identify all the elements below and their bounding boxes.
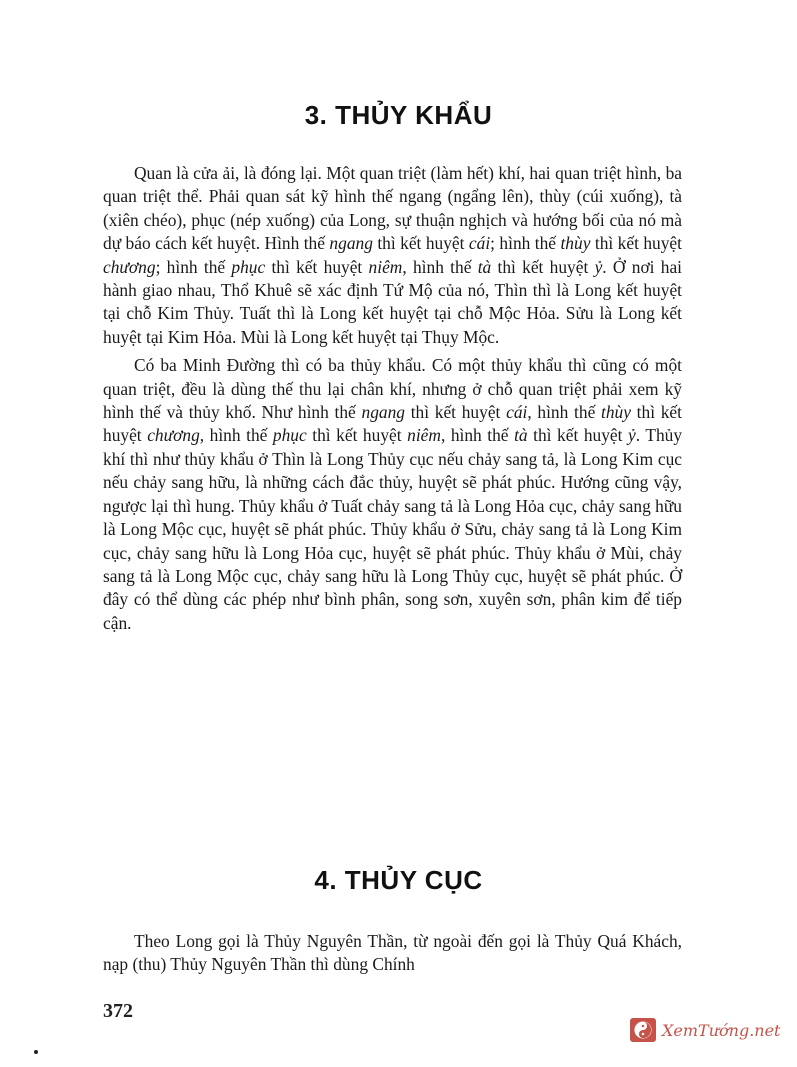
italic-term: niêm [407, 425, 441, 446]
italic-term: niêm [368, 256, 403, 277]
italic-term: ngang [361, 402, 405, 423]
watermark[interactable] [630, 1017, 780, 1043]
section-title-thuy-cuc: 4. THỦY CỤC [314, 865, 483, 895]
paragraph [103, 162, 682, 349]
italic-term: thùy [601, 402, 631, 423]
text-run: thì kết huyệt [404, 402, 507, 423]
italic-term: phục [272, 425, 307, 446]
paragraph [103, 930, 682, 977]
text-run: thì kết huyệt [265, 256, 369, 277]
text-run: Quan là cửa ải, là đóng lại. Một quan triệt (làm hết) khí, hai quan triệt hình, ba quan triệt thể. Phải quan sát kỹ hình thế ngang (ngẩng lên), thùy (cúi xuống), tà (xiên chéo), phục (nép xuống) của Long, sự thuận nghịch và hướng bối của nó mà dự báo cách kết huyệt. Hình thế [103, 163, 682, 254]
text-run: Theo Long gọi là Thủy Nguyên Thần, từ ngoài đến gọi là Thủy Quá Khách, nạp (thu) Thủy Nguyên Thần thì dùng Chính [103, 931, 682, 975]
text-run: Có ba Minh Đường thì có ba thủy khẩu. Có một thủy khẩu thì cũng có một quan triệt, đều là dùng thế thu lại chân khí, nhưng ở chỗ quan triệt phải xem kỹ hình thế và thủy khố. Như hình thế [103, 355, 682, 423]
section-body-thuy-cuc [103, 930, 682, 977]
text-run: thì kết huyệt [491, 256, 595, 277]
section-title-thuy-khau: 3. THỦY KHẨU [304, 100, 493, 130]
italic-term: ỷ [594, 256, 603, 277]
italic-term: cái [506, 402, 528, 423]
text-run: . Ở nơi hai hành giao nhau, Thổ Khuê sẽ xác định Tứ Mộ của nó, Thìn thì là Long kết huyệt tại chỗ Kim Thủy. Tuất thì là Long kết huyệt tại chỗ Mộc Hỏa. Sửu là Long kết huyệt tại Kim Hỏa. Mùi là Long kết huyệt tại Thụy Mộc. [103, 256, 682, 347]
italic-term: ngang [329, 233, 373, 254]
section-body-thuy-khau [103, 162, 682, 635]
text-run: thì kết huyệt [306, 425, 408, 446]
paragraph [103, 354, 682, 635]
text-run: thì kết huyệt [590, 233, 682, 254]
scan-dot [34, 1050, 38, 1054]
text-run: thì kết huyệt [103, 402, 682, 446]
page-number: 372 [103, 1000, 133, 1022]
italic-term: phục [231, 256, 266, 277]
italic-term: chương [103, 256, 156, 277]
italic-term: tà [514, 425, 528, 446]
text-run: , hình thế [440, 425, 515, 446]
text-run: , hình thế [199, 425, 273, 446]
text-run: , hình thế [402, 256, 478, 277]
text-run: ; hình thế [490, 233, 561, 254]
yin-yang-icon [630, 1018, 656, 1042]
italic-term: ỷ [628, 425, 636, 446]
text-run: ; hình thế [155, 256, 232, 277]
text-run: . Thủy khí thì như thủy khẩu ở Thìn là Long Thủy cục nếu chảy sang tả, là Long Kim cục nếu chảy sang hữu, là những cách đắc thủy, huyệt sẽ phát phúc. Hướng cũng vậy, ngược lại thì hung. Thủy khẩu ở Tuất chảy sang tả là Long Hỏa cục, chảy sang hữu là Long Mộc cục, huyệt sẽ phát phúc. Thủy khẩu ở Sửu, chảy sang tả là Long Kim cục, chảy sang hữu là Long Hỏa cục, huyệt sẽ phát phúc. Thủy khẩu ở Mùi, chảy sang tả là Long Mộc cục, chảy sang hữu là Long Thủy cục, huyệt sẽ phát phúc. Ở đây có thể dùng các phép như bình phân, song sơn, xuyên sơn, phân kim để tiếp cận. [103, 425, 683, 633]
watermark-text: XemTướng.net [662, 1020, 781, 1040]
italic-term: chương [147, 425, 200, 446]
italic-term: tà [477, 256, 492, 277]
text-run: thì kết huyệt [372, 233, 469, 254]
italic-term: thùy [560, 233, 591, 254]
text-run: thì kết huyệt [527, 425, 629, 446]
text-run: , hình thế [527, 402, 601, 423]
italic-term: cái [468, 233, 491, 254]
